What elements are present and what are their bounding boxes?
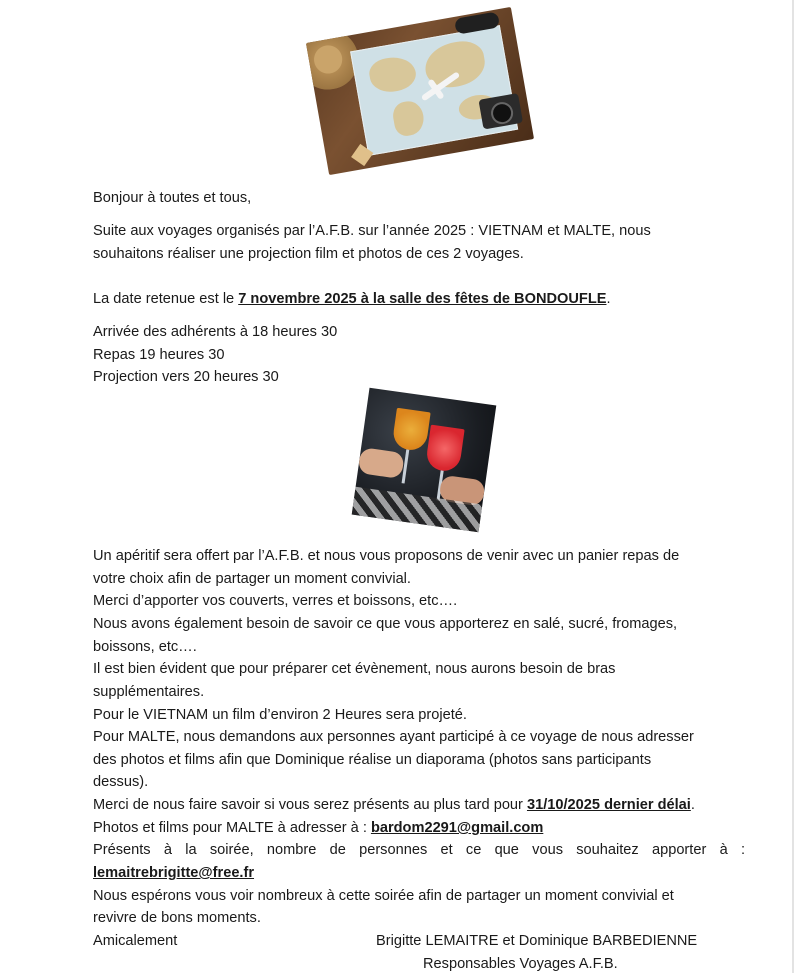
red-cocktail-icon (425, 425, 465, 473)
body-line-3: Merci d’apporter vos couverts, verres et boissons, etc…. (93, 593, 458, 609)
malte-line (93, 817, 543, 840)
body-line-6: Il est bien évident que pour préparer cet évènement, nous aurons besoin de bras (93, 661, 616, 677)
signature-role: Responsables Voyages A.F.B. (423, 956, 618, 972)
date-suffix: . (606, 291, 611, 307)
body-line-7: supplémentaires. (93, 684, 205, 700)
body-line-9: Pour MALTE, nous demandons aux personnes ayant participé à ce voyage de nous adresser (93, 729, 694, 745)
greeting: Bonjour à toutes et tous, (93, 190, 252, 206)
presence-email-line (93, 862, 254, 885)
signature-names: Brigitte LEMAITRE et Dominique BARBEDIENNE (376, 933, 698, 949)
world-map-icon (350, 25, 518, 156)
date-prefix: La date retenue est le (93, 291, 239, 307)
malte-email-link[interactable]: bardom2291@gmail.com (370, 820, 544, 836)
event-date: 7 novembre 2025 à la salle des fêtes de BONDOUFLE (238, 291, 607, 307)
malte-prefix: Photos et films pour MALTE à adresser à : (93, 820, 371, 836)
orange-cocktail-icon (391, 408, 430, 452)
deadline-line (93, 794, 695, 817)
hand-icon (358, 447, 405, 479)
deadline-date: 31/10/2025 dernier délai (526, 797, 691, 813)
deadline-prefix: Merci de nous faire savoir si vous serez présents au plus tard pour (93, 797, 527, 813)
body-line-2: votre choix afin de partager un moment convivial. (93, 571, 411, 587)
event-date-line (93, 288, 611, 311)
schedule-arrival: Arrivée des adhérents à 18 heures 30 (93, 324, 338, 340)
presence-line: Présents à la soirée, nombre de personnes et ce que vous souhaitez apporter à : (93, 842, 745, 858)
schedule-projection: Projection vers 20 heures 30 (93, 369, 279, 385)
deadline-suffix: . (690, 797, 695, 813)
schedule-meal: Repas 19 heures 30 (93, 347, 225, 363)
signoff: Amicalement (93, 933, 178, 949)
body-line-11: dessus). (93, 774, 149, 790)
intro-line-1: Suite aux voyages organisés par l’A.F.B. sur l’année 2025 : VIETNAM et MALTE, nous (93, 223, 651, 239)
presence-email-link[interactable]: lemaitrebrigitte@free.fr (93, 865, 255, 881)
intro-line-2: souhaitons réaliser une projection film et photos de ces 2 voyages. (93, 246, 524, 262)
body-line-1: Un apéritif sera offert par l’A.F.B. et nous vous proposons de venir avec un panier repas de (93, 548, 680, 564)
body-line-5: boissons, etc…. (93, 639, 197, 655)
closing-line-1: Nous espérons vous voir nombreux à cette soirée afin de partager un moment convivial et (93, 888, 674, 904)
closing-line-2: revivre de bons moments. (93, 910, 261, 926)
cocktail-photo (352, 388, 497, 533)
travel-photo (306, 7, 534, 175)
body-line-8: Pour le VIETNAM un film d’environ 2 Heures sera projeté. (93, 707, 467, 723)
body-line-10: des photos et films afin que Dominique réalise un diaporama (photos sans participants (93, 752, 652, 768)
body-line-4: Nous avons également besoin de savoir ce que vous apporterez en salé, sucré, fromages, (93, 616, 678, 632)
